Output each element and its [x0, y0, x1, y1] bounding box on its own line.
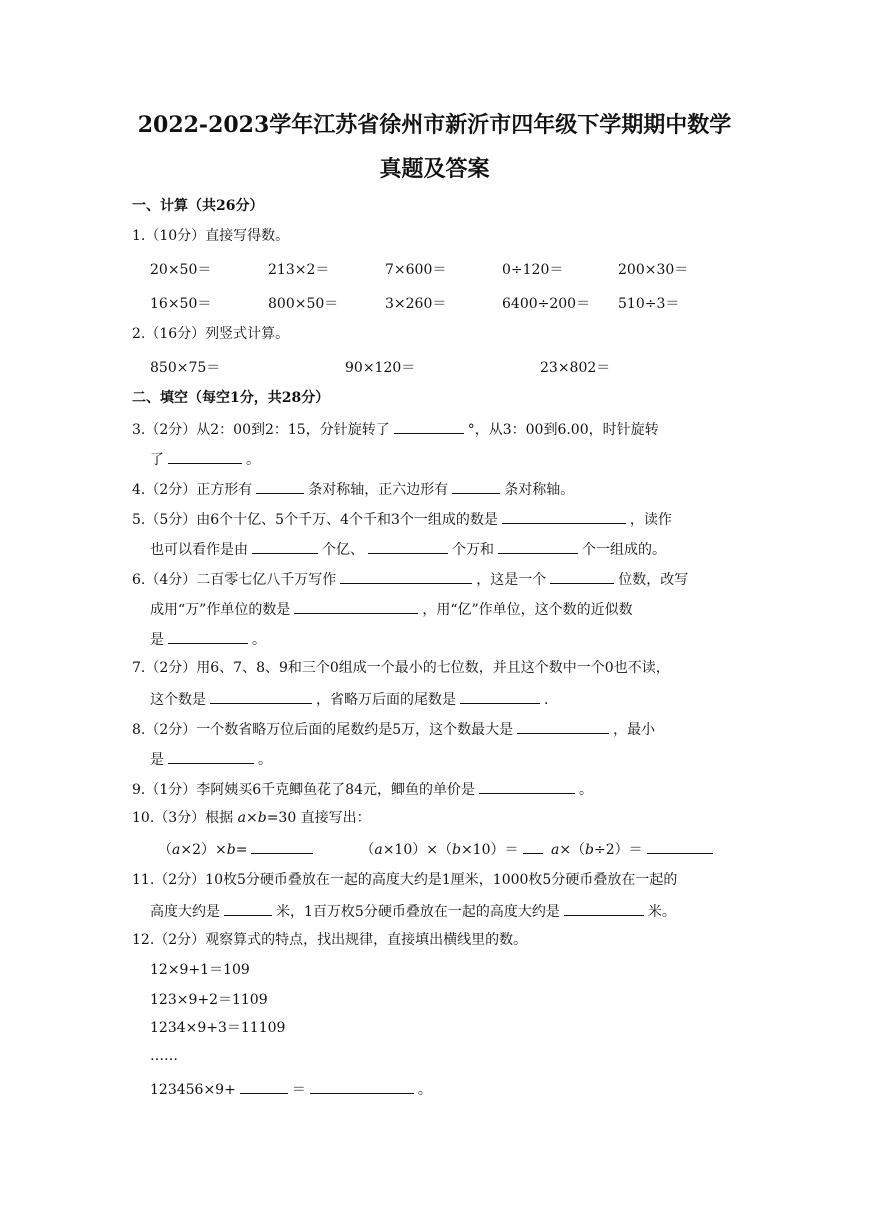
answer-blank[interactable]: [550, 569, 614, 584]
answer-blank[interactable]: [294, 599, 418, 614]
doc-title-line1: 2022-2023学年江苏省徐州市新沂市四年级下学期期中数学: [137, 112, 732, 138]
q12-ellipsis: ……: [150, 1048, 178, 1064]
answer-blank[interactable]: [340, 569, 472, 584]
q7-text: .: [544, 692, 549, 708]
q6-text: 成用“万”作单位的数是: [150, 602, 291, 618]
q5-text: 也可以看作是由: [150, 542, 248, 558]
q6-text: ，用“亿”作单位，这个数的近似数: [422, 602, 633, 618]
question-4: [132, 479, 574, 499]
section-1-heading: 一、计算（共26分）: [132, 198, 264, 214]
answer-blank[interactable]: [251, 839, 313, 854]
q12-final-line: [150, 1079, 432, 1099]
q11-text: 米，1百万枚5分硬币叠放在一起的高度大约是: [276, 904, 560, 920]
q12-text: ＝: [291, 1082, 306, 1098]
answer-blank[interactable]: [517, 719, 609, 734]
answer-blank[interactable]: [310, 1079, 414, 1094]
q10-formula: a×b=30: [237, 810, 301, 826]
q10-expr: （a×10）×（b×10）＝: [360, 842, 519, 858]
q1-item: 213×2＝: [268, 262, 330, 278]
q12-text: 。: [417, 1082, 432, 1098]
q8-text: ，最小: [613, 722, 656, 738]
q10-text: 直接写出：: [300, 810, 371, 826]
question-8-line2: [150, 749, 272, 769]
answer-blank[interactable]: [168, 749, 254, 764]
q4-text: 4.（2分）正方形有: [132, 482, 253, 498]
question-7-line1: 7.（2分）用6、7、8、9和三个0组成一个最小的七位数，并且这个数中一个0也不读，: [132, 660, 670, 676]
answer-blank[interactable]: [564, 901, 644, 916]
question-8-line1: [132, 719, 655, 739]
q5-text: 个一组成的。: [582, 542, 666, 558]
question-7-line2: [150, 689, 548, 709]
q6-text: ，这是一个: [476, 572, 547, 588]
q7-text: 这个数是: [150, 692, 206, 708]
question-1: 1.（10分）直接写得数。: [132, 228, 290, 244]
question-12: 12.（2分）观察算式的特点，找出规律，直接填出横线里的数。: [132, 932, 528, 948]
q9-text: 9.（1分）李阿姨买6千克鲫鱼花了84元，鲫鱼的单价是: [132, 782, 475, 798]
answer-blank[interactable]: [256, 479, 304, 494]
q3-text: 了: [150, 452, 164, 468]
q1-item: 16×50＝: [150, 296, 212, 312]
q1-item: 20×50＝: [150, 262, 212, 278]
q12-text: 123456×9+: [150, 1082, 236, 1098]
q1-item: 510÷3＝: [618, 296, 680, 312]
answer-blank[interactable]: [210, 689, 312, 704]
q5-text: 个亿、: [322, 542, 364, 558]
q5-text: 5.（5分）由6个十亿、5个千万、4个千和3个一组成的数是: [132, 512, 498, 528]
question-2: 2.（16分）列竖式计算。: [132, 326, 290, 342]
answer-blank[interactable]: [460, 689, 540, 704]
q6-text: 是: [150, 632, 164, 648]
question-6-line1: [132, 569, 688, 589]
q3-text: 3.（2分）从2：00到2：15，分针旋转了: [132, 422, 390, 438]
question-11-line2: [150, 901, 676, 921]
q10-text: 10.（3分）根据: [132, 810, 234, 826]
answer-blank[interactable]: [368, 539, 448, 554]
question-10-items: [158, 839, 717, 859]
q6-text: 。: [252, 632, 266, 648]
question-10: [132, 809, 371, 827]
q11-text: 高度大约是: [150, 904, 220, 920]
answer-blank[interactable]: [523, 839, 543, 854]
q6-text: 6.（4分）二百零七亿八千万写作: [132, 572, 337, 588]
q1-item: 800×50＝: [268, 296, 339, 312]
q11-text: 米。: [647, 904, 676, 920]
q4-text: 条对称轴。: [504, 482, 575, 498]
q8-text: 。: [258, 752, 272, 768]
question-5-line1: [132, 509, 672, 529]
answer-blank[interactable]: [394, 419, 464, 434]
q12-pattern-line: 1234×9+3＝11109: [150, 1020, 286, 1036]
section-2-heading: 二、填空（每空1分，共28分）: [132, 390, 330, 406]
q7-text: ，省略万后面的尾数是: [316, 692, 456, 708]
answer-blank[interactable]: [240, 1079, 288, 1094]
q1-item: 200×30＝: [618, 262, 689, 278]
q5-text: ，读作: [629, 512, 672, 528]
answer-blank[interactable]: [502, 509, 626, 524]
question-5-line2: [150, 539, 666, 559]
q6-text: 位数，改写: [618, 572, 689, 588]
answer-blank[interactable]: [498, 539, 578, 554]
q5-text: 个万和: [452, 542, 494, 558]
q10-expr: （a×2）×b=: [158, 842, 248, 858]
question-6-line3: [150, 629, 266, 649]
answer-blank[interactable]: [168, 449, 242, 464]
q4-text: 条对称轴，正六边形有: [308, 482, 449, 498]
doc-title-line2: 真题及答案: [379, 156, 490, 182]
q12-pattern-line: 123×9+2＝1109: [150, 992, 268, 1008]
q2-item: 850×75＝: [150, 360, 221, 376]
q3-text: 。: [246, 452, 260, 468]
answer-blank[interactable]: [479, 779, 575, 794]
q1-item: 6400÷200＝: [502, 296, 591, 312]
q1-item: 0÷120＝: [502, 262, 564, 278]
q8-text: 8.（2分）一个数省略万位后面的尾数约是5万，这个数最大是: [132, 722, 514, 738]
q9-text: 。: [579, 782, 593, 798]
question-11-line1: 11.（2分）10枚5分硬币叠放在一起的高度大约是1厘米，1000枚5分硬币叠放在一起的: [132, 872, 678, 888]
answer-blank[interactable]: [452, 479, 500, 494]
question-9: [132, 779, 593, 799]
q8-text: 是: [150, 752, 164, 768]
q1-item: 3×260＝: [385, 296, 447, 312]
q3-text: °，从3：00到6.00，时针旋转: [467, 422, 659, 438]
question-3-line1: [132, 419, 659, 439]
q12-pattern-line: 12×9+1＝109: [150, 962, 250, 978]
q2-item: 23×802＝: [540, 360, 611, 376]
q1-item: 7×600＝: [385, 262, 447, 278]
answer-blank[interactable]: [647, 839, 713, 854]
q10-expr: a×（b÷2）＝: [550, 842, 643, 858]
q2-item: 90×120＝: [345, 360, 416, 376]
question-6-line2: [150, 599, 633, 619]
answer-blank[interactable]: [224, 901, 272, 916]
answer-blank[interactable]: [168, 629, 248, 644]
question-3-line2: [150, 449, 260, 469]
answer-blank[interactable]: [252, 539, 318, 554]
